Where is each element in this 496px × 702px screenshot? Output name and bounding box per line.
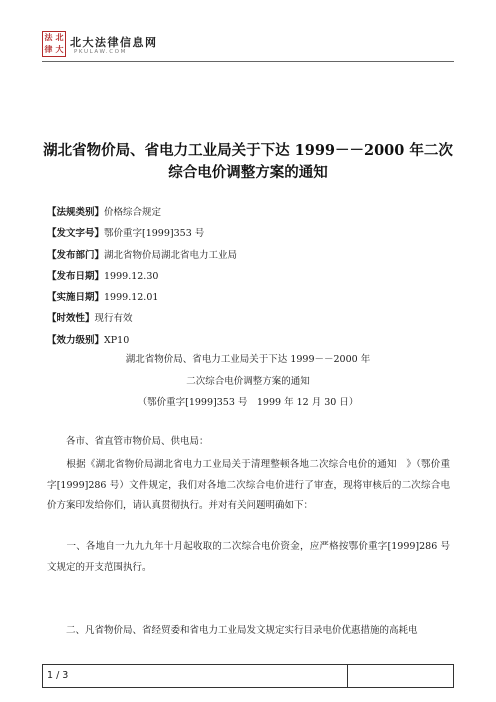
meta-category: 【法规类别】价格综合规定 [47, 207, 162, 218]
body-paragraph: 二、凡省物价局、省经贸委和省电力工业局发文规定实行目录电价优惠措施的高耗电 [47, 625, 418, 636]
seal-char: 北 [55, 32, 64, 42]
footer-divider [347, 665, 348, 687]
subtitle-line: 二次综合电价调整方案的通知 [186, 376, 310, 387]
body-paragraph: 各市、省直管市物价局、供电局： [47, 436, 209, 447]
body-paragraph: 根据《湖北省物价局湖北省电力工业局关于清理整顿各地二次综合电价的通知 》（鄂价重字[1999]286 号）文件规定，我们对各地二次综合电价进行了审查，现将审核后的二次综合电价方案印发给你们，请认真贯彻执行。并对有关问题明确如下： [47, 459, 450, 511]
title-line: 湖北省物价局、省电力工业局关于下达 1999－－2000 年二次 [43, 142, 453, 159]
page-footer [42, 664, 454, 688]
seal-char: 大 [55, 44, 64, 54]
brand-url: PKULAW.COM [74, 49, 127, 55]
subtitle-line: （鄂价重字[1999]353 号 1999 年 12 月 30 日） [137, 397, 359, 408]
meta-effective-date: 【实施日期】1999.12.01 [47, 292, 159, 303]
pkulaw-logo [42, 31, 192, 59]
seal-char: 律 [44, 44, 53, 54]
header-divider [42, 61, 454, 62]
pkulaw-seal-icon [42, 31, 66, 57]
subtitle-line: 湖北省物价局、省电力工业局关于下达 1999－－2000 年 [125, 354, 371, 365]
title-line: 综合电价调整方案的通知 [168, 164, 328, 181]
meta-level: 【效力级别】XP10 [47, 335, 130, 346]
meta-validity: 【时效性】现行有效 [47, 313, 133, 324]
seal-char: 法 [44, 32, 53, 42]
document-title [42, 140, 454, 184]
body-paragraph: 一、各地自一九九九年十月起收取的二次综合电价资金，应严格按鄂价重字[1999]286 号文规定的开支范围执行。 [47, 541, 450, 573]
meta-publish-date: 【发布日期】1999.12.30 [47, 271, 159, 282]
meta-issuer: 【发布部门】湖北省物价局湖北省电力工业局 [47, 250, 238, 261]
page-number: 1 / 3 [47, 670, 69, 681]
brand-name: 北大法律信息网 [70, 36, 158, 49]
meta-doc-number: 【发文字号】鄂价重字[1999]353 号 [47, 228, 205, 239]
